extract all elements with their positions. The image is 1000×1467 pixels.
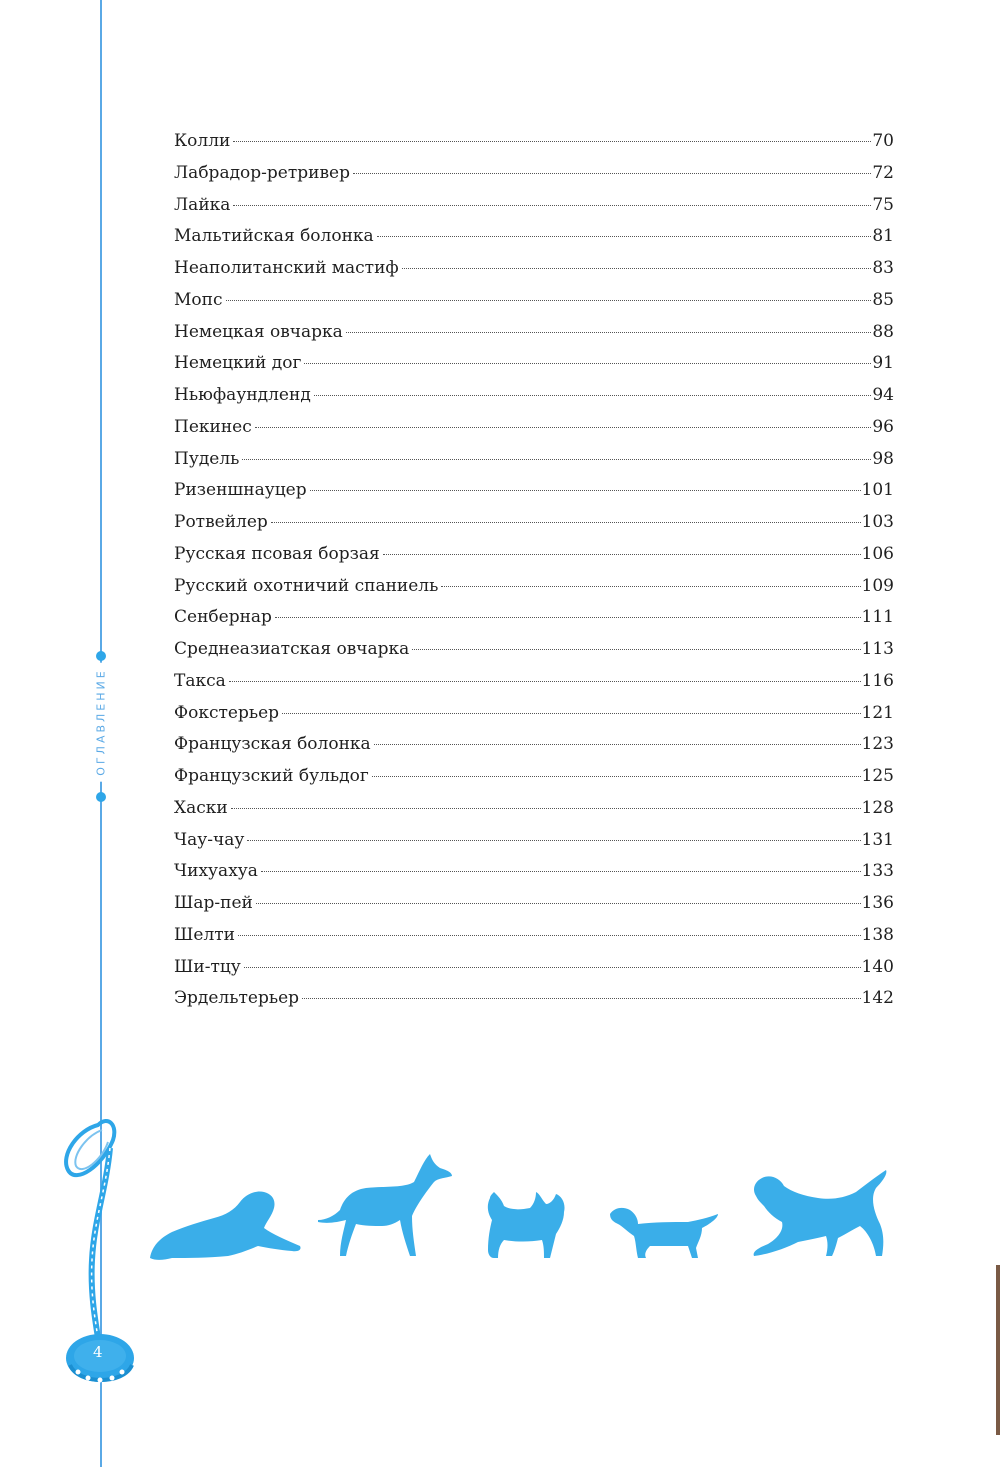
spitz-icon [484, 1188, 569, 1260]
dot-leader [238, 935, 861, 936]
dot-leader [233, 141, 871, 142]
dot-leader [377, 236, 872, 237]
toc-entry-title: Ши-тцу [174, 956, 241, 977]
page-number: 4 [93, 1343, 103, 1361]
toc-entry-title: Ризеншнауцер [174, 480, 307, 501]
toc-entry-title: Русский охотничий спаниель [174, 575, 439, 596]
greyhound-icon [316, 1150, 456, 1260]
toc-entry-page: 125 [861, 766, 894, 786]
toc-entry-title: Ротвейлер [174, 512, 268, 532]
toc-entry-title: Шар-пей [174, 893, 253, 913]
toc-entry-page: 136 [861, 893, 894, 913]
toc-entry-page: 98 [872, 448, 894, 469]
toc-entry-title: Шелти [174, 924, 235, 945]
toc-entry [174, 861, 894, 893]
toc-entry-page: 96 [872, 416, 894, 437]
toc-entry-title: Эрдельтерьер [174, 988, 300, 1009]
toc-entry [174, 322, 894, 354]
toc-entry-title: Французская болонка [174, 734, 371, 755]
toc-entry-title: Мальтийская болонка [174, 226, 374, 247]
section-marker-dot-bottom [96, 792, 106, 802]
toc-entry-title: Колли [174, 131, 231, 151]
toc-entry-page: 83 [872, 258, 894, 278]
dot-leader [314, 395, 872, 396]
toc-entry-title: Лайка [174, 194, 231, 215]
dot-leader [231, 808, 861, 809]
page-edge [996, 1265, 1000, 1435]
toc-entry [174, 449, 894, 481]
toc-entry-title: Русская псовая борзая [174, 543, 380, 564]
toc-entry [174, 226, 894, 258]
dot-leader [271, 522, 861, 523]
dot-leader [346, 332, 872, 333]
table-of-contents [174, 131, 894, 1020]
toc-entry-title: Чихуахуа [174, 861, 258, 882]
toc-entry [174, 734, 894, 766]
toc-entry [174, 798, 894, 830]
toc-entry-title: Лабрадор-ретривер [174, 162, 350, 183]
toc-entry-title: Чау-чау [174, 829, 245, 850]
toc-entry [174, 703, 894, 735]
toc-entry-title: Мопс [174, 289, 223, 310]
dot-leader [244, 967, 861, 968]
toc-entry [174, 576, 894, 608]
dot-leader [229, 681, 861, 682]
dot-leader [402, 268, 872, 269]
dot-leader [233, 205, 871, 206]
toc-entry-page: 138 [861, 924, 894, 945]
dot-leader [310, 490, 861, 491]
toc-entry-page: 123 [861, 734, 894, 755]
toc-entry [174, 671, 894, 703]
toc-entry-page: 101 [861, 480, 894, 501]
toc-entry-title: Среднеазиатская овчарка [174, 639, 410, 659]
toc-entry-page: 142 [861, 988, 894, 1009]
dot-leader [255, 427, 872, 428]
toc-entry-page: 103 [861, 512, 894, 532]
dot-leader [242, 459, 871, 460]
toc-entry-title: Пудель [174, 448, 240, 469]
toc-entry [174, 353, 894, 385]
dot-leader [247, 840, 860, 841]
dot-leader [282, 713, 861, 714]
toc-entry [174, 766, 894, 798]
lying-dog-icon [148, 1188, 303, 1263]
dot-leader [256, 903, 861, 904]
toc-entry [174, 607, 894, 639]
toc-entry-page: 81 [872, 226, 894, 247]
dot-leader [226, 300, 872, 301]
toc-entry [174, 163, 894, 195]
toc-entry-title: Немецкий дог [174, 353, 302, 374]
section-marker-dot-top [96, 651, 106, 661]
dot-leader [383, 554, 861, 555]
toc-entry [174, 480, 894, 512]
toc-entry-title: Хаски [174, 797, 228, 818]
toc-entry-title: Французский бульдог [174, 766, 369, 786]
dot-leader [275, 617, 861, 618]
toc-entry [174, 290, 894, 322]
toc-entry-title: Пекинес [174, 416, 252, 437]
toc-entry-page: 70 [872, 131, 894, 151]
toc-entry [174, 639, 894, 671]
toc-entry [174, 893, 894, 925]
toc-entry [174, 830, 894, 862]
toc-entry-title: Неаполитанский мастиф [174, 258, 399, 278]
playing-dog-icon [748, 1168, 890, 1260]
dot-leader [374, 744, 861, 745]
toc-entry-title: Фокстерьер [174, 702, 280, 723]
dot-leader [412, 649, 860, 650]
toc-entry-title: Сенбернар [174, 607, 272, 628]
toc-entry-title: Такса [174, 670, 226, 691]
dachshund-icon [606, 1200, 721, 1260]
toc-entry-page: 133 [861, 861, 894, 882]
dot-leader [372, 776, 861, 777]
toc-entry-page: 88 [872, 321, 894, 342]
toc-entry [174, 925, 894, 957]
toc-entry-page: 131 [861, 829, 894, 850]
toc-entry-page: 121 [861, 702, 894, 723]
dot-leader [441, 586, 860, 587]
toc-entry-page: 91 [872, 353, 894, 374]
toc-entry-page: 109 [861, 575, 894, 596]
toc-entry-page: 85 [872, 289, 894, 310]
dot-leader [353, 173, 871, 174]
leash-icon [58, 1110, 148, 1390]
toc-entry-page: 106 [861, 543, 894, 564]
toc-entry [174, 258, 894, 290]
toc-entry-title: Немецкая овчарка [174, 321, 343, 342]
toc-entry-page: 128 [861, 797, 894, 818]
toc-entry-page: 116 [861, 670, 894, 691]
toc-entry-page: 111 [861, 607, 894, 628]
toc-entry-title: Ньюфаундленд [174, 385, 311, 405]
toc-entry-page: 75 [872, 194, 894, 215]
toc-entry [174, 195, 894, 227]
toc-entry [174, 988, 894, 1020]
toc-entry [174, 957, 894, 989]
toc-entry [174, 544, 894, 576]
toc-entry [174, 385, 894, 417]
dot-leader [261, 871, 861, 872]
toc-entry [174, 131, 894, 163]
section-label: ОГЛАВЛЕНИЕ [95, 662, 108, 781]
dot-leader [304, 363, 871, 364]
dot-leader [302, 998, 861, 999]
toc-entry-page: 94 [872, 385, 894, 405]
toc-entry [174, 417, 894, 449]
toc-entry [174, 512, 894, 544]
toc-entry-page: 72 [872, 162, 894, 183]
toc-entry-page: 113 [861, 639, 894, 659]
toc-entry-page: 140 [861, 956, 894, 977]
